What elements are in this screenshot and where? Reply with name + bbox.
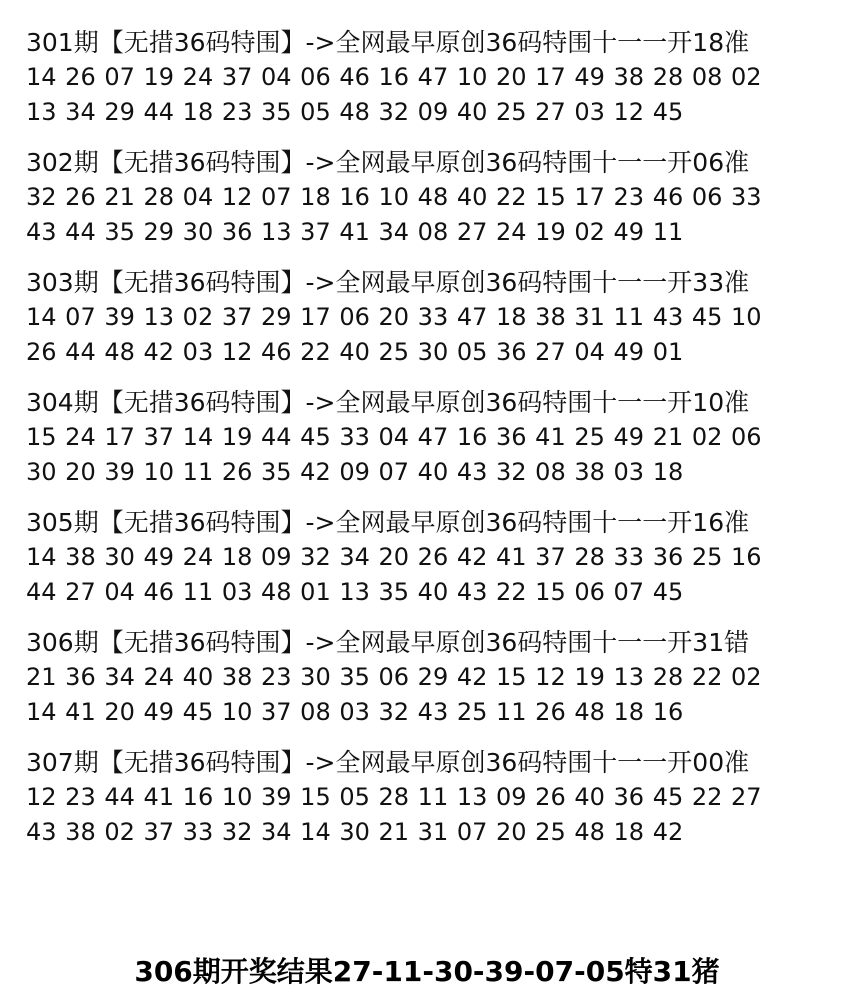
draw-result: 306期开奖结果27-11-30-39-07-05特31猪 bbox=[134, 955, 720, 988]
entry-header: 303期【无措36码特围】->全网最早原创36码特围十一一开33准 bbox=[26, 268, 750, 297]
entry-header: 306期【无措36码特围】->全网最早原创36码特围十一一开31错 bbox=[26, 628, 750, 657]
number-row: 26 44 48 42 03 12 46 22 40 25 30 05 36 27 04 49 01 bbox=[26, 338, 684, 366]
number-row: 43 38 02 37 33 32 34 14 30 21 31 07 20 25 48 18 42 bbox=[26, 818, 684, 846]
number-row: 14 38 30 49 24 18 09 32 34 20 26 42 41 37 28 33 36 25 16 bbox=[26, 543, 762, 571]
entry-header: 304期【无措36码特围】->全网最早原创36码特围十一一开10准 bbox=[26, 388, 750, 417]
number-row: 14 07 39 13 02 37 29 17 06 20 33 47 18 38 31 11 43 45 10 bbox=[26, 303, 762, 331]
entry-header: 307期【无措36码特围】->全网最早原创36码特围十一一开00准 bbox=[26, 748, 750, 777]
number-row: 21 36 34 24 40 38 23 30 35 06 29 42 15 12 19 13 28 22 02 bbox=[26, 663, 762, 691]
number-row: 15 24 17 37 14 19 44 45 33 04 47 16 36 41 25 49 21 02 06 bbox=[26, 423, 762, 451]
entry-306 bbox=[26, 625, 836, 730]
entry-303 bbox=[26, 265, 836, 370]
number-row: 44 27 04 46 11 03 48 01 13 35 40 43 22 15 06 07 45 bbox=[26, 578, 684, 606]
number-row: 14 26 07 19 24 37 04 06 46 16 47 10 20 17 49 38 28 08 02 bbox=[26, 63, 762, 91]
entry-305 bbox=[26, 505, 836, 610]
entry-header: 302期【无措36码特围】->全网最早原创36码特围十一一开06准 bbox=[26, 148, 750, 177]
number-row: 30 20 39 10 11 26 35 42 09 07 40 43 32 08 38 03 18 bbox=[26, 458, 684, 486]
entry-header: 301期【无措36码特围】->全网最早原创36码特围十一一开18准 bbox=[26, 28, 750, 57]
prediction-list bbox=[26, 25, 836, 865]
number-row: 43 44 35 29 30 36 13 37 41 34 08 27 24 19 02 49 11 bbox=[26, 218, 684, 246]
number-row: 14 41 20 49 45 10 37 08 03 32 43 25 11 26 48 18 16 bbox=[26, 698, 684, 726]
entry-301 bbox=[26, 25, 836, 130]
entry-header: 305期【无措36码特围】->全网最早原创36码特围十一一开16准 bbox=[26, 508, 750, 537]
number-row: 32 26 21 28 04 12 07 18 16 10 48 40 22 15 17 23 46 06 33 bbox=[26, 183, 762, 211]
entry-302 bbox=[26, 145, 836, 250]
entry-307 bbox=[26, 745, 836, 850]
number-row: 13 34 29 44 18 23 35 05 48 32 09 40 25 27 03 12 45 bbox=[26, 98, 684, 126]
entry-304 bbox=[26, 385, 836, 490]
number-row: 12 23 44 41 16 10 39 15 05 28 11 13 09 26 40 36 45 22 27 bbox=[26, 783, 762, 811]
